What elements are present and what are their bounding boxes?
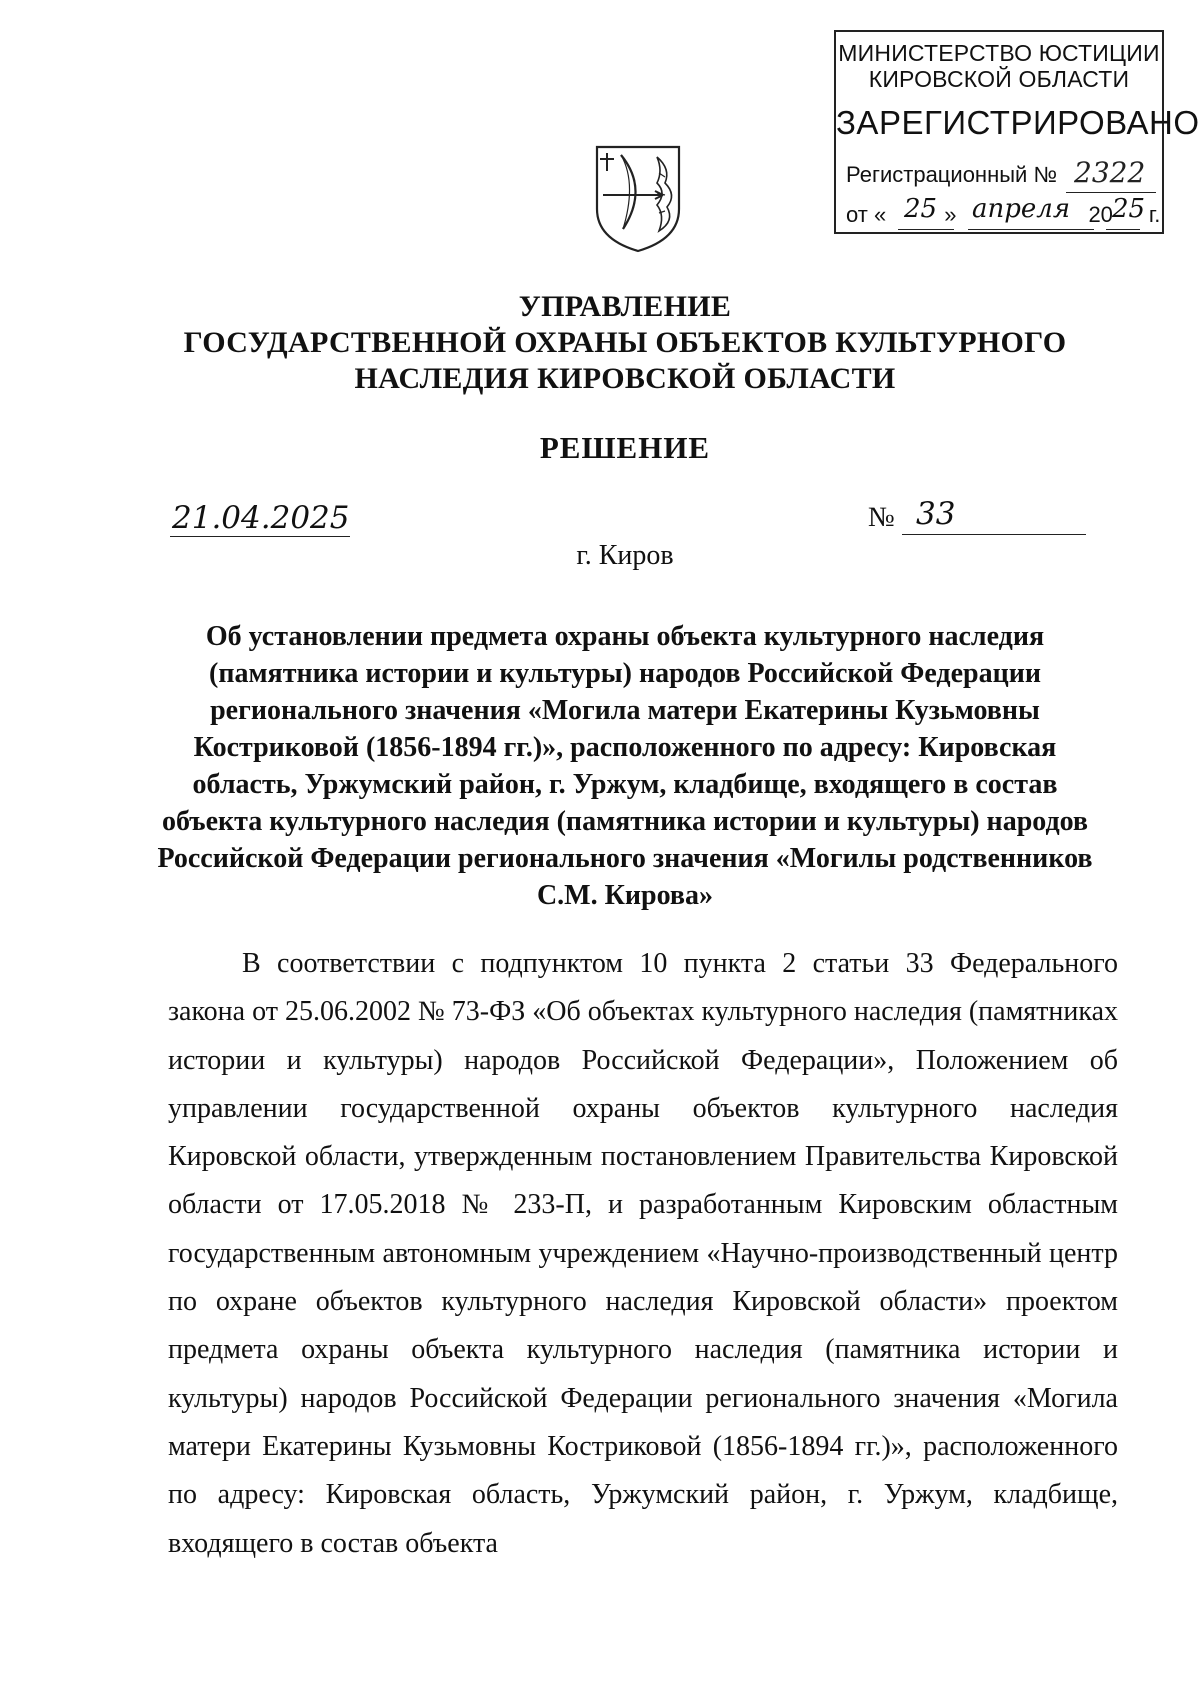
stamp-ministry-line: МИНИСТЕРСТВО ЮСТИЦИИ: [838, 40, 1160, 66]
org-line-1: УПРАВЛЕНИЕ: [518, 290, 732, 323]
document-number: 33: [916, 496, 956, 532]
org-line-2: ГОСУДАРСТВЕННОЙ ОХРАНЫ ОБЪЕКТОВ КУЛЬТУРНОГО: [183, 326, 1067, 359]
stamp-year-underline: [1106, 229, 1140, 230]
city-label: г. Киров: [576, 540, 674, 571]
stamp-date-year: 25: [1112, 194, 1146, 224]
stamp-reg-label: Регистрационный №: [846, 162, 1058, 187]
stamp-day-underline: [898, 229, 954, 230]
document-type: РЕШЕНИЕ: [539, 430, 711, 465]
org-line-3: НАСЛЕДИЯ КИРОВСКОЙ ОБЛАСТИ: [354, 362, 896, 395]
document-date: 21.04.2025: [172, 500, 350, 536]
date-underline: [170, 536, 350, 537]
document-title: Об установлении предмета охраны объекта культурного наследия (памятника истории и культуры) народов Российской Федерации регионального значения «Могила матери Екатерины Кузьмовны Костриковой (1856-1894 гг.)», расположенного по адресу: Кировская область, Уржумский район, г. Уржум, кладбище, входящего в состав объекта культурного наследия (памятника истории и культуры) народов Российской Федерации регионального значения «Могилы родственников С.М. Кирова»: [157, 621, 1093, 911]
stamp-date-month: апреля: [972, 194, 1071, 224]
stamp-region-line: КИРОВСКОЙ ОБЛАСТИ: [868, 66, 1130, 92]
number-underline: [902, 534, 1086, 535]
kirov-coat-of-arms-icon: [593, 143, 683, 255]
stamp-month-underline: [968, 229, 1094, 230]
stamp-reg-number: 2322: [1074, 156, 1146, 189]
stamp-date-year-prefix: 20: [1088, 202, 1113, 227]
number-sign: №: [868, 502, 895, 533]
stamp-date-mid: »: [944, 202, 957, 227]
stamp-registered-label: ЗАРЕГИСТРИРОВАНО: [836, 104, 1200, 141]
registration-stamp: [834, 30, 1200, 234]
stamp-reg-underline: [1066, 192, 1156, 193]
stamp-date-prefix: от «: [846, 202, 887, 227]
stamp-date-suffix: г.: [1148, 202, 1161, 227]
stamp-date-day: 25: [904, 194, 938, 224]
body-paragraph: В соответствии с подпунктом 10 пункта 2 статьи 33 Федерального закона от 25.06.2002 № 73-ФЗ «Об объектах культурного наследия (памятниках истории и культуры) народов Российской Федерации», Положением об управлении государственной охраны объектов культурного наследия Кировской области, утвержденным постановлением Правительства Кировской области от 17.05.2018 № 233-П, и разработанным Кировским областным государственным автономным учреждением «Научно-производственный центр по охране объектов культурного наследия Кировской области» проектом предмета охраны объекта культурного наследия (памятника истории и культуры) народов Российской Федерации регионального значения «Могила матери Екатерины Кузьмовны Костриковой (1856-1894 гг.)», расположенного по адресу: Кировская область, Уржумский район, г. Уржум, кладбище, входящего в состав объекта: [168, 948, 1118, 1559]
